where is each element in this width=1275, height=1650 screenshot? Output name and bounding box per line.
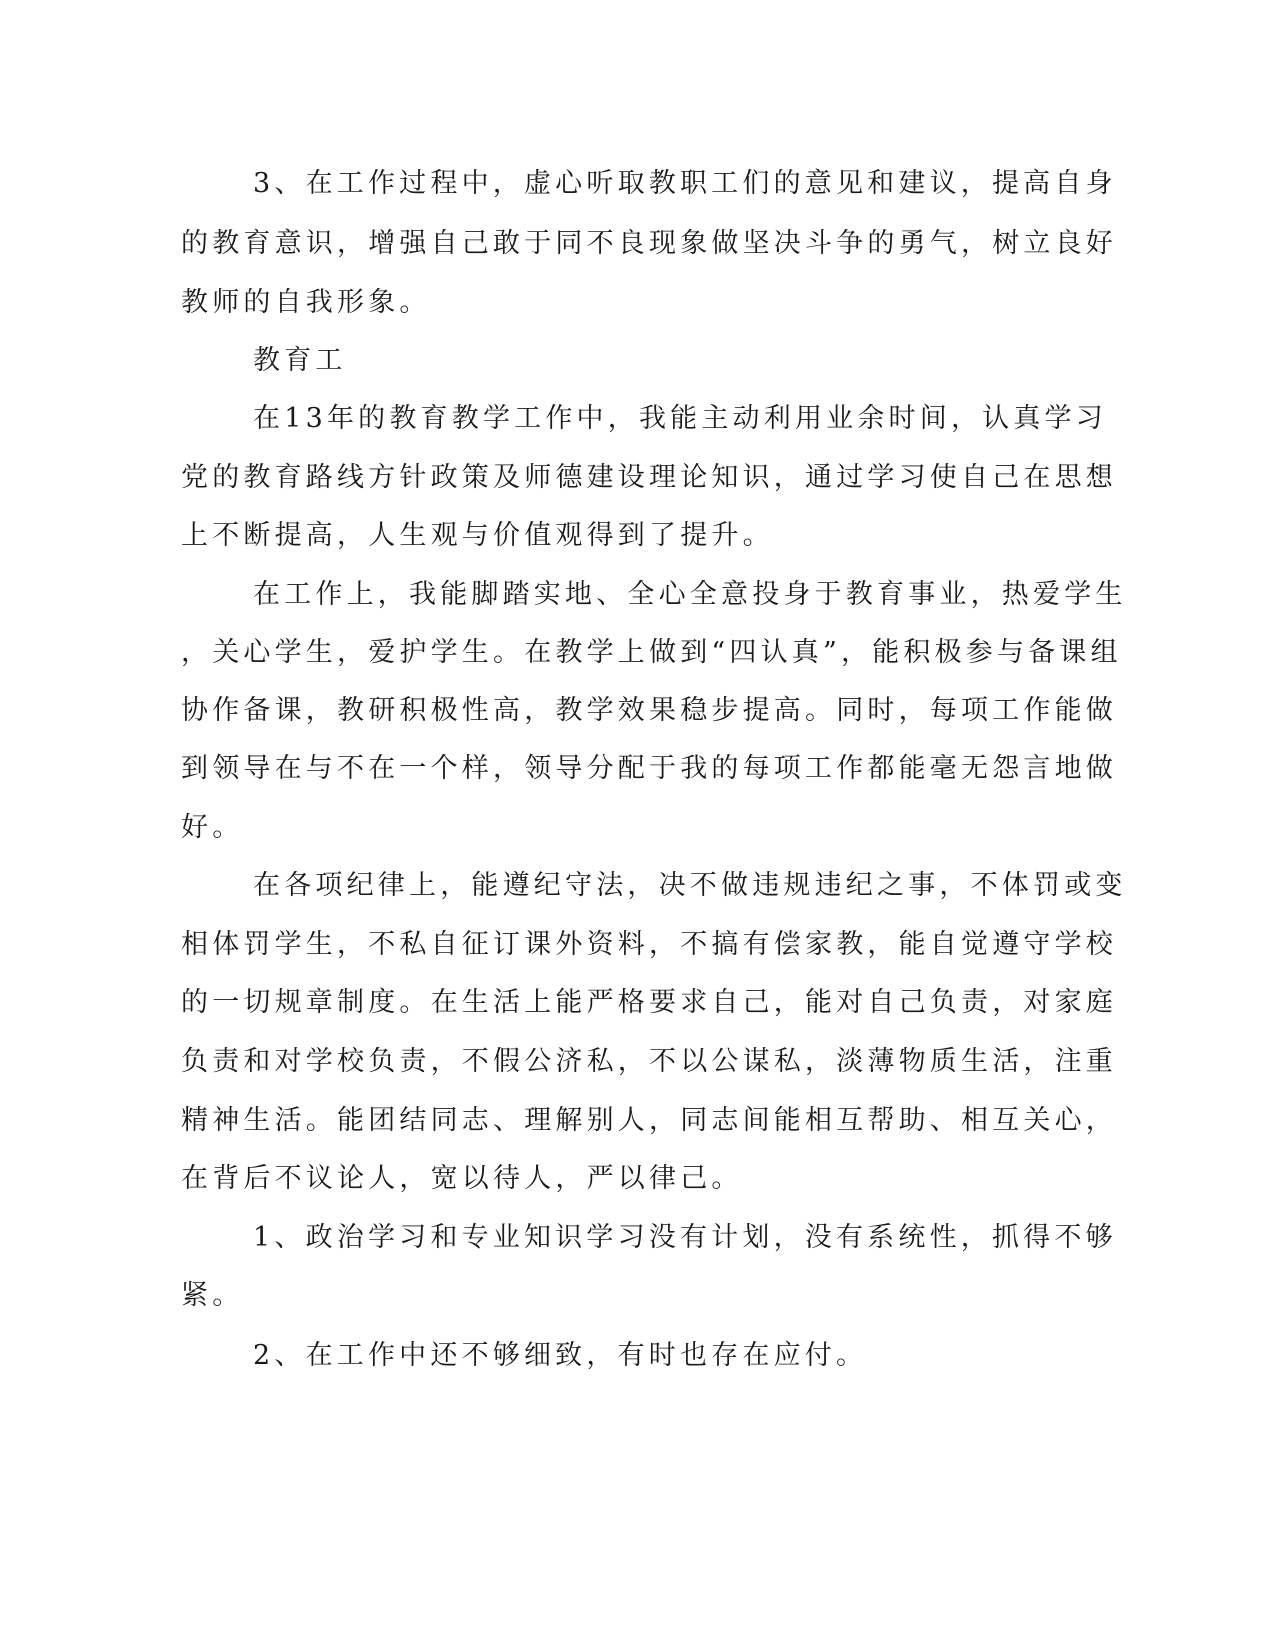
paragraph-line: 2、在工作中还不够细致，有时也存在应付。 xyxy=(253,1340,868,1371)
paragraph-line: 到领导在与不在一个样，领导分配于我的每项工作都能毫无怨言地做 xyxy=(181,753,1117,784)
section-heading: 教育工 xyxy=(253,345,347,376)
paragraph-line: 的一切规章制度。在生活上能严格要求自己，能对自己负责，对家庭 xyxy=(181,987,1117,1018)
paragraph-line: 上不断提高，人生观与价值观得到了提升。 xyxy=(181,520,774,551)
paragraph-line: 好。 xyxy=(181,812,244,843)
paragraph-line: 负责和对学校负责，不假公济私，不以公谋私，淡薄物质生活，注重 xyxy=(181,1046,1117,1077)
paragraph-line: 教师的自我形象。 xyxy=(181,287,431,318)
paragraph-line: 在工作上，我能脚踏实地、全心全意投身于教育事业，热爱学生 xyxy=(253,579,1127,610)
paragraph-line: 协作备课，教研积极性高，教学效果稳步提高。同时，每项工作能做 xyxy=(181,695,1117,726)
paragraph-line: 党的教育路线方针政策及师德建设理论知识，通过学习使自己在思想 xyxy=(181,462,1117,493)
paragraph-line: 紧。 xyxy=(181,1280,244,1311)
paragraph-line: 精神生活。能团结同志、理解别人，同志间能相互帮助、相互关心， xyxy=(181,1105,1117,1136)
paragraph-line: 在13年的教育教学工作中，我能主动利用业余时间，认真学习 xyxy=(253,403,1107,434)
paragraph-line: 的教育意识，增强自己敢于同不良现象做坚决斗争的勇气，树立良好 xyxy=(181,228,1117,259)
paragraph-line: 在背后不议论人，宽以待人，严以律己。 xyxy=(181,1163,743,1194)
paragraph-line: 3、在工作过程中，虚心听取教职工们的意见和建议，提高自身 xyxy=(253,168,1117,199)
paragraph-line: ，关心学生，爱护学生。在教学上做到“四认真”，能积极参与备课组 xyxy=(181,637,1122,668)
paragraph-line: 1、政治学习和专业知识学习没有计划，没有系统性，抓得不够 xyxy=(253,1222,1117,1253)
paragraph-line: 在各项纪律上，能遵纪守法，决不做违规违纪之事，不体罚或变 xyxy=(253,870,1127,901)
paragraph-line: 相体罚学生，不私自征订课外资料，不搞有偿家教，能自觉遵守学校 xyxy=(181,929,1117,960)
